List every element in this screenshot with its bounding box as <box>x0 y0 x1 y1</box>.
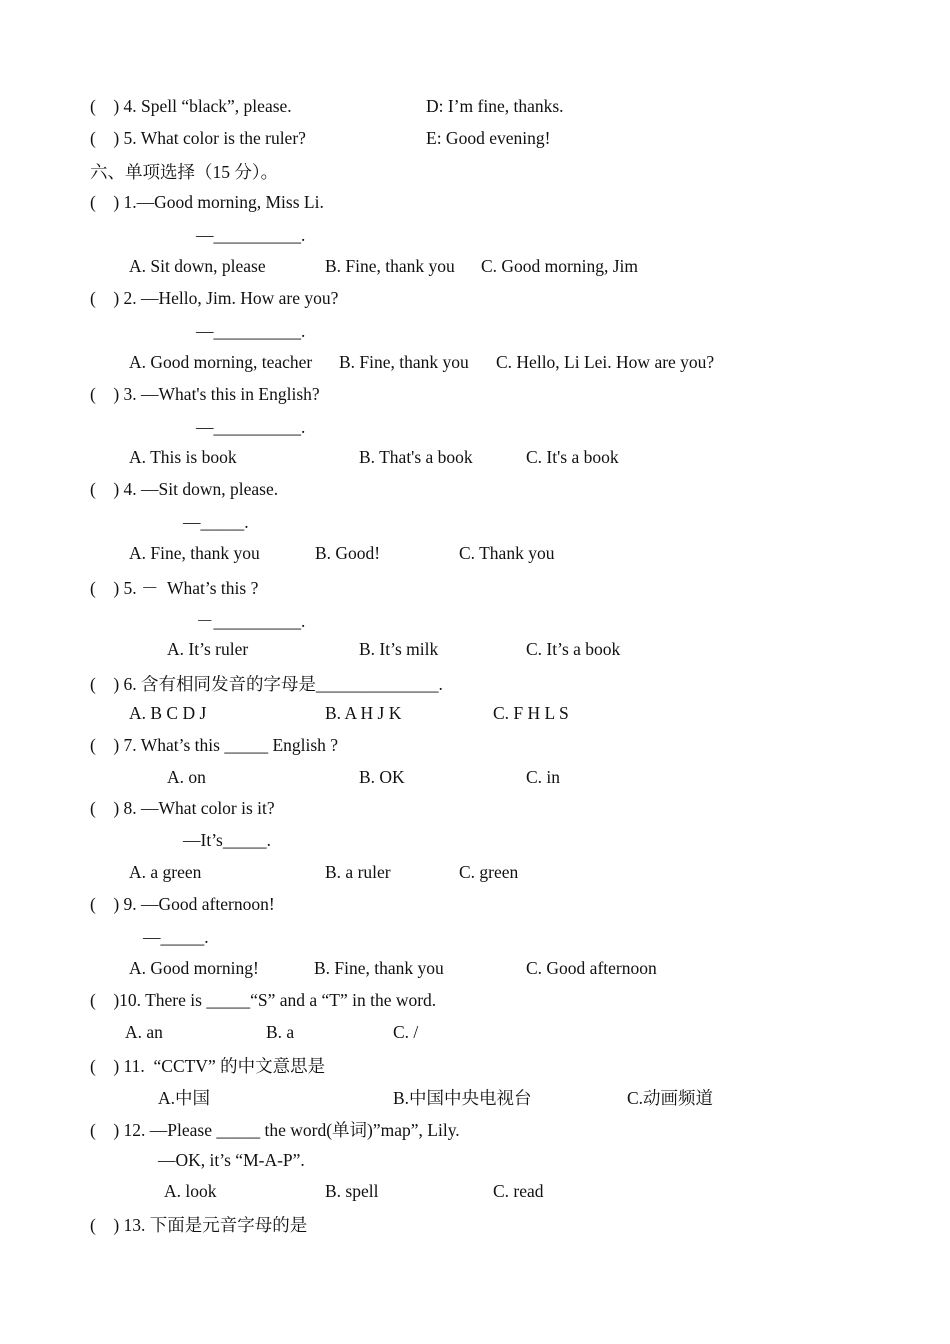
option-b: B. Fine, thank you <box>325 256 455 276</box>
option-c: C. in <box>526 767 561 787</box>
option-c: C. Thank you <box>459 543 555 563</box>
option-a: A.中国 <box>158 1088 211 1108</box>
option-b: B. OK <box>359 767 405 787</box>
option-c: C. read <box>493 1181 544 1201</box>
question-stem: ( ) 9. —Good afternoon! <box>90 894 275 914</box>
option-a: A. It’s ruler <box>167 639 249 659</box>
option-a: A. on <box>167 767 206 787</box>
answer-blank: —_____. <box>183 512 249 532</box>
option-b: B. A H J K <box>325 703 402 723</box>
question-stem: ( ) 7. What’s this _____ English ? <box>90 735 339 755</box>
question-stem: ( ) 1.—Good morning, Miss Li. <box>90 192 324 212</box>
answer-blank: —__________. <box>196 321 306 341</box>
option-c: C. Good afternoon <box>526 958 657 978</box>
question-stem: ( ) 5. － What’s this ? <box>90 578 259 598</box>
answer-blank: —_____. <box>143 927 209 947</box>
option-a: A. an <box>125 1022 163 1042</box>
option-b: B.中国中央电视台 <box>393 1088 532 1108</box>
option-a: A. B C D J <box>129 703 207 723</box>
option-b: B. a <box>266 1022 295 1042</box>
answer-blank: —__________. <box>196 225 306 245</box>
option-a: A. Sit down, please <box>129 256 266 276</box>
question-stem: ( ) 3. —What's this in English? <box>90 384 320 404</box>
option-b: B. It’s milk <box>359 639 439 659</box>
option-b: B. Fine, thank you <box>339 352 469 372</box>
option-c: C. / <box>393 1022 419 1042</box>
answer-line: ―OK, it’s “M-A-P”. <box>158 1150 305 1170</box>
question-stem: ( ) 2. —Hello, Jim. How are you? <box>90 288 339 308</box>
question-stem: ( )10. There is _____“S” and a “T” in the word. <box>90 990 437 1010</box>
option-a: A. Good morning, teacher <box>129 352 313 372</box>
option-c: C. Good morning, Jim <box>481 256 639 276</box>
option-c: C.动画频道 <box>627 1088 714 1108</box>
prev-q5-stem: ( ) 5. What color is the ruler? <box>90 128 306 148</box>
option-b: B. That's a book <box>359 447 473 467</box>
question-stem: ( ) 8. —What color is it? <box>90 798 275 818</box>
option-a: A. This is book <box>129 447 237 467</box>
prev-option-d: D: I’m fine, thanks. <box>426 96 564 116</box>
option-c: C. green <box>459 862 519 882</box>
option-c: C. Hello, Li Lei. How are you? <box>496 352 715 372</box>
option-b: B. Good! <box>315 543 381 563</box>
option-a: A. Fine, thank you <box>129 543 260 563</box>
option-a: A. look <box>164 1181 217 1201</box>
question-stem: ( ) 6. 含有相同发音的字母是______________. <box>90 674 443 694</box>
answer-blank: —__________. <box>196 417 306 437</box>
option-a: A. Good morning! <box>129 958 259 978</box>
answer-blank: －__________. <box>196 611 306 631</box>
option-b: B. spell <box>325 1181 379 1201</box>
section-title: 六、单项选择（15 分）。 <box>90 162 279 182</box>
answer-blank: —It’s_____. <box>183 830 271 850</box>
prev-option-e: E: Good evening! <box>426 128 551 148</box>
option-b: B. Fine, thank you <box>314 958 444 978</box>
question-stem: ( ) 13. 下面是元音字母的是 <box>90 1215 308 1235</box>
option-a: A. a green <box>129 862 202 882</box>
option-b: B. a ruler <box>325 862 391 882</box>
option-c: C. It’s a book <box>526 639 621 659</box>
question-stem: ( ) 12. ―Please _____ the word(单词)”map”, Lily. <box>90 1120 460 1140</box>
question-stem: ( ) 11. “CCTV” 的中文意思是 <box>90 1056 326 1076</box>
prev-q4-stem: ( ) 4. Spell “black”, please. <box>90 96 292 116</box>
option-c: C. It's a book <box>526 447 619 467</box>
question-stem: ( ) 4. —Sit down, please. <box>90 479 279 499</box>
option-c: C. F H L S <box>493 703 569 723</box>
